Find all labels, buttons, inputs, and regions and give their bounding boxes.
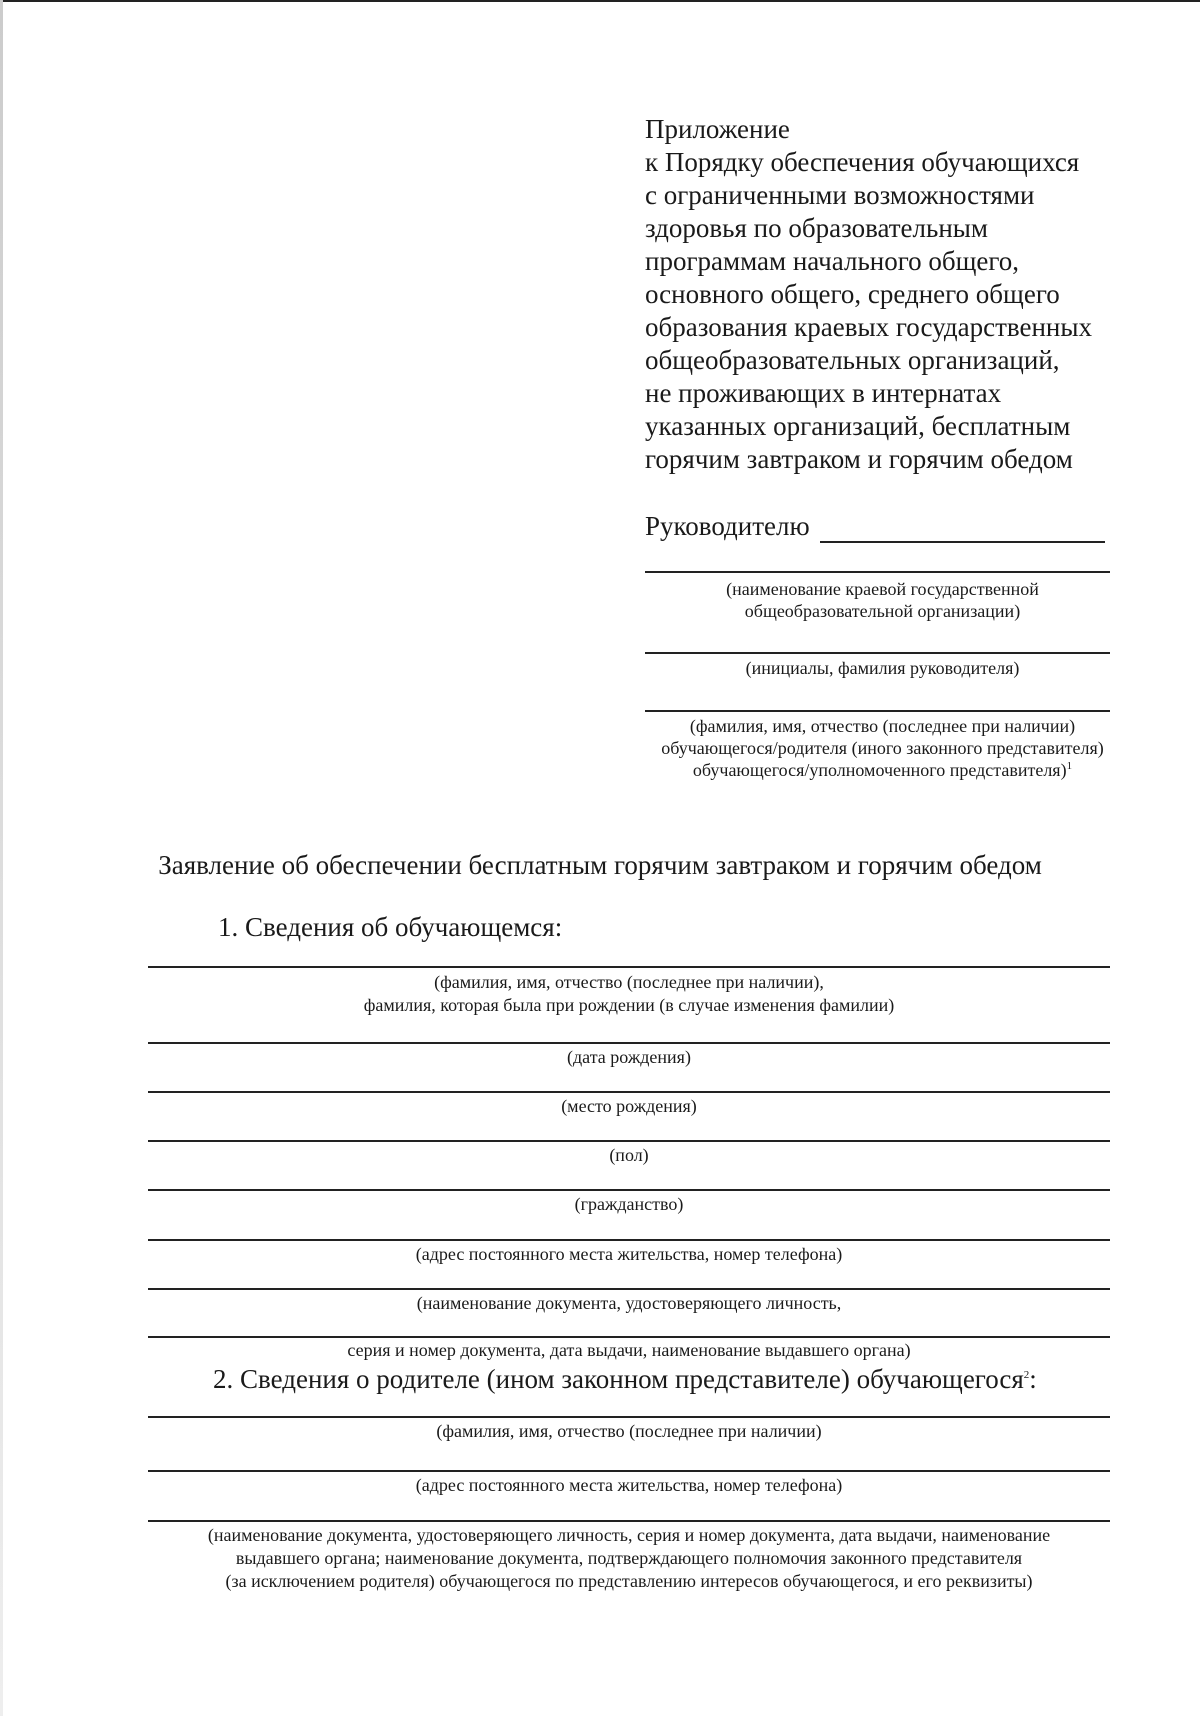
citizenship-field[interactable] <box>148 1189 1110 1191</box>
student-address-field[interactable] <box>148 1239 1110 1241</box>
org-name-field[interactable] <box>645 571 1110 573</box>
student-id-details-field[interactable] <box>148 1336 1110 1338</box>
head-name-caption: (инициалы, фамилия руководителя) <box>745 658 1020 678</box>
parent-documents-field[interactable] <box>148 1520 1110 1522</box>
section2-heading-text: 2. Сведения о родителе (ином законном представителе) обучающегося <box>213 1364 1024 1394</box>
footnote-mark-1: 1 <box>1066 760 1073 772</box>
parent-documents-caption: (наименование документа, удостоверяющего личность, серия и номер документа, дата выдачи, наименование выдавшего органа; наименование документа, подтверждающего полномочия законного представителя (за исключением родителя) обучающегося по представлению интересов обучающегося, и его реквизиты) <box>207 1525 1051 1591</box>
birth-place-caption: (место рождения) <box>561 1096 697 1116</box>
student-id-document-caption: (наименование документа, удостоверяющего личность, <box>416 1293 842 1313</box>
section2-heading-end: : <box>1029 1364 1037 1394</box>
document-title: Заявление об обеспечении бесплатным горячим завтраком и горячим обедом <box>158 850 1042 880</box>
appendix-header: Приложение к Порядку обеспечения обучающихся с ограниченными возможностями здоровья по образовательным программам начального общего, основного общего, среднего общего образования краевых государственных общеобразовательных организаций, не проживающих в интернатах указанных организаций, бесплатным горячим завтраком и горячим обедом <box>645 114 1093 474</box>
student-fullname-field[interactable] <box>148 966 1110 968</box>
addressee-line <box>645 509 1115 543</box>
student-id-details-caption: серия и номер документа, дата выдачи, наименование выдавшего органа) <box>347 1340 911 1360</box>
footnote-mark-2: 2 <box>1023 1369 1030 1381</box>
org-name-caption: (наименование краевой государственной общеобразовательной организации) <box>726 579 1039 621</box>
page-top-border <box>0 0 1200 2</box>
gender-caption: (пол) <box>609 1145 649 1165</box>
addressee-block <box>645 509 1115 543</box>
citizenship-caption: (гражданство) <box>574 1194 684 1214</box>
parent-fullname-field[interactable] <box>148 1416 1110 1418</box>
parent-address-field[interactable] <box>148 1470 1110 1472</box>
section1-heading: 1. Сведения об обучающемся: <box>218 912 563 942</box>
addressee-fill-field[interactable] <box>820 513 1105 543</box>
birth-date-caption: (дата рождения) <box>567 1047 691 1067</box>
gender-field[interactable] <box>148 1140 1110 1142</box>
parent-address-caption: (адрес постоянного места жительства, номер телефона) <box>415 1475 843 1495</box>
section2-heading <box>213 1362 1037 1396</box>
head-name-field[interactable] <box>645 652 1110 654</box>
birth-date-field[interactable] <box>148 1042 1110 1044</box>
applicant-name-field[interactable] <box>645 710 1110 712</box>
student-id-document-field[interactable] <box>148 1288 1110 1290</box>
addressee-label: Руководителю <box>645 511 810 541</box>
parent-fullname-caption: (фамилия, имя, отчество (последнее при наличии) <box>436 1421 822 1441</box>
applicant-caption-text: (фамилия, имя, отчество (последнее при наличии) обучающегося/родителя (иного законного представителя) обучающегося/уполномоченного представителя) <box>661 716 1104 780</box>
birth-place-field[interactable] <box>148 1091 1110 1093</box>
student-fullname-caption: (фамилия, имя, отчество (последнее при наличии), фамилия, которая была при рождении (в случае изменения фамилии) <box>363 972 895 1015</box>
student-address-caption: (адрес постоянного места жительства, номер телефона) <box>415 1244 843 1264</box>
applicant-name-caption <box>640 715 1125 781</box>
